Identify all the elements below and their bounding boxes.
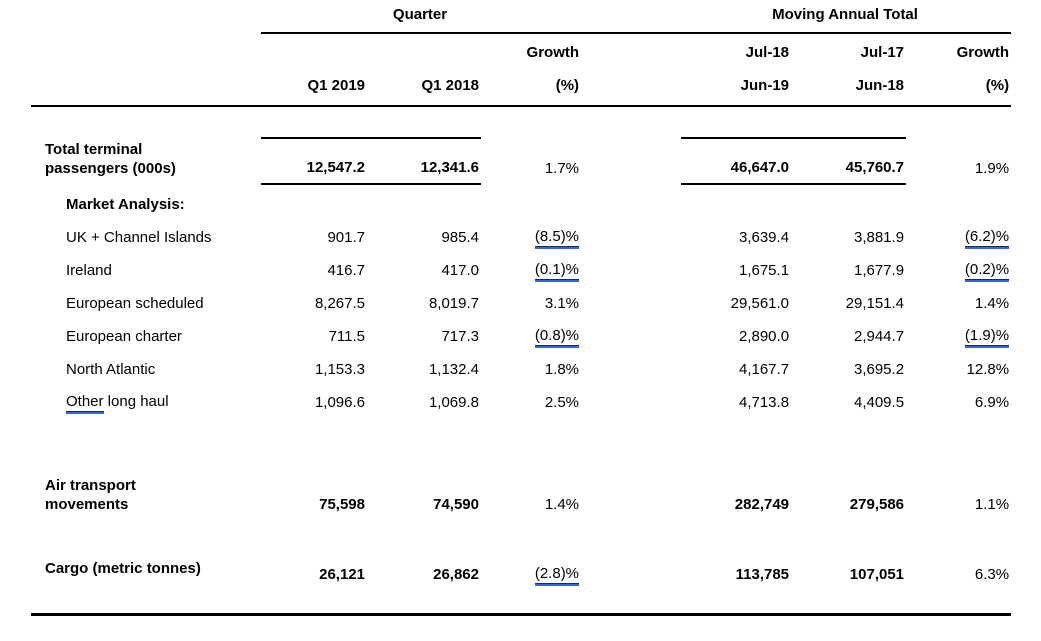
mat-current-value: 1,675.1 xyxy=(738,261,790,279)
mat-current-value: 2,890.0 xyxy=(738,327,790,345)
atm-mat-previous-value: 279,586 xyxy=(849,495,905,513)
table-row-uk-channel-islands xyxy=(31,222,1011,255)
q1-2018-value: 985.4 xyxy=(441,228,479,246)
group-header-row xyxy=(31,0,1011,33)
total-q1-2018-value: 12,341.6 xyxy=(367,138,481,184)
spacer-row xyxy=(31,420,1011,467)
grammar-underlined-value: (2.8)% xyxy=(534,565,580,583)
quarter-growth-value xyxy=(481,321,581,354)
market-analysis-section-row xyxy=(31,184,1011,222)
moving-annual-total-group-header: Moving Annual Total xyxy=(681,0,1011,33)
atm-q1-2018-value: 74,590 xyxy=(433,495,479,513)
mat-previous-value: 4,409.5 xyxy=(853,393,905,411)
q1-2019-value: 901.7 xyxy=(327,228,365,246)
total-quarter-growth-value: 1.7% xyxy=(544,159,580,177)
mat-growth-value: 12.8% xyxy=(966,360,1010,378)
atm-mat-growth-value: 1.1% xyxy=(974,495,1010,513)
quarter-growth-value: 2.5% xyxy=(544,393,580,411)
col-header-jun18: Jun-18 xyxy=(791,70,906,106)
mat-growth-value: 6.9% xyxy=(974,393,1010,411)
bottom-rule-row xyxy=(31,592,1011,614)
q1-2019-value: 416.7 xyxy=(327,261,365,279)
col-header-growth-quarter: Growth xyxy=(526,43,580,61)
q1-2019-value: 1,096.6 xyxy=(314,393,365,411)
col-header-jun19: Jun-19 xyxy=(681,70,791,106)
grammar-underlined-value: (6.2)% xyxy=(964,228,1010,246)
row-label: Other long haul xyxy=(66,393,169,411)
q1-2018-value: 1,132.4 xyxy=(428,360,479,378)
table-row-ireland xyxy=(31,255,1011,288)
total-terminal-passengers-row xyxy=(31,138,1011,184)
cargo-q1-2019-value: 26,121 xyxy=(319,565,365,583)
table-row-other-long-haul xyxy=(31,387,1011,420)
mat-current-value: 4,713.8 xyxy=(738,393,790,411)
total-mat-previous-value: 45,760.7 xyxy=(791,138,906,184)
col-header-q1-2018: Q1 2018 xyxy=(367,70,481,106)
row-label-total-terminal-passengers: Total terminal passengers (000s) xyxy=(45,140,176,177)
quarter-growth-value xyxy=(481,222,581,255)
table-row-north-atlantic xyxy=(31,354,1011,387)
market-analysis-label: Market Analysis: xyxy=(66,195,185,213)
atm-quarter-growth-value: 1.4% xyxy=(544,495,580,513)
mat-growth-value xyxy=(906,321,1011,354)
row-label-cargo: Cargo (metric tonnes) xyxy=(45,559,201,577)
col-header-growth-mat: Growth xyxy=(956,43,1010,61)
row-label-air-transport-movements: Air transport movements xyxy=(45,476,136,513)
q1-2018-value: 8,019.7 xyxy=(428,294,479,312)
mat-current-value: 3,639.4 xyxy=(738,228,790,246)
row-label: Ireland xyxy=(66,261,112,279)
spacer-row xyxy=(31,522,1011,547)
gap-cell xyxy=(581,0,681,33)
col-header-q1-2019: Q1 2019 xyxy=(261,70,367,106)
total-q1-2019-value: 12,547.2 xyxy=(261,138,367,184)
mat-previous-value: 3,695.2 xyxy=(853,360,905,378)
grammar-underlined-value: (8.5)% xyxy=(534,228,580,246)
grammar-underlined-value: (0.2)% xyxy=(964,261,1010,279)
mat-growth-value xyxy=(906,255,1011,288)
table-row-european-charter xyxy=(31,321,1011,354)
cargo-mat-current-value: 113,785 xyxy=(735,565,790,583)
q1-2018-value: 717.3 xyxy=(441,327,479,345)
grammar-underlined-value: (0.1)% xyxy=(534,261,580,279)
cargo-row xyxy=(31,547,1011,592)
grammar-underlined-value: (0.8)% xyxy=(534,327,580,345)
table-row-european-scheduled xyxy=(31,288,1011,321)
mat-current-value: 29,561.0 xyxy=(730,294,790,312)
spacer-row xyxy=(31,106,1011,138)
cargo-quarter-growth-value xyxy=(481,547,581,592)
quarter-growth-value: 1.8% xyxy=(544,360,580,378)
cargo-q1-2018-value: 26,862 xyxy=(433,565,479,583)
total-mat-current-value: 46,647.0 xyxy=(681,138,791,184)
col-header-jul17: Jul-17 xyxy=(860,43,905,61)
air-transport-movements-row xyxy=(31,467,1011,522)
grammar-underlined-value: (1.9)% xyxy=(964,327,1010,345)
col-header-growth-pct-mat: (%) xyxy=(906,70,1011,106)
col-header-growth-pct-quarter: (%) xyxy=(481,70,581,106)
mat-current-value: 4,167.7 xyxy=(738,360,790,378)
traffic-statistics-table xyxy=(31,0,1011,616)
quarter-growth-value xyxy=(481,255,581,288)
mat-previous-value: 2,944.7 xyxy=(853,327,905,345)
q1-2019-value: 8,267.5 xyxy=(314,294,365,312)
mat-growth-value xyxy=(906,222,1011,255)
mat-previous-value: 29,151.4 xyxy=(845,294,905,312)
column-header-row-2 xyxy=(31,70,1011,106)
quarter-group-header: Quarter xyxy=(261,0,581,33)
spacer-cell xyxy=(31,0,261,33)
q1-2019-value: 711.5 xyxy=(328,327,365,345)
q1-2018-value: 417.0 xyxy=(441,261,479,279)
mat-growth-value: 1.4% xyxy=(974,294,1010,312)
q1-2019-value: 1,153.3 xyxy=(314,360,365,378)
row-label: UK + Channel Islands xyxy=(66,228,212,246)
atm-mat-current-value: 282,749 xyxy=(734,495,790,513)
q1-2018-value: 1,069.8 xyxy=(428,393,479,411)
row-label: European scheduled xyxy=(66,294,204,312)
cargo-mat-previous-value: 107,051 xyxy=(849,565,905,583)
row-label: North Atlantic xyxy=(66,360,156,378)
col-header-jul18: Jul-18 xyxy=(745,43,790,61)
total-mat-growth-value: 1.9% xyxy=(974,159,1010,177)
mat-previous-value: 3,881.9 xyxy=(853,228,905,246)
mat-previous-value: 1,677.9 xyxy=(853,261,905,279)
grammar-underlined-word: Other xyxy=(66,393,104,411)
atm-q1-2019-value: 75,598 xyxy=(319,495,365,513)
cargo-mat-growth-value: 6.3% xyxy=(974,565,1010,583)
row-label: European charter xyxy=(66,327,182,345)
column-header-row-1 xyxy=(31,33,1011,70)
quarter-growth-value: 3.1% xyxy=(544,294,580,312)
